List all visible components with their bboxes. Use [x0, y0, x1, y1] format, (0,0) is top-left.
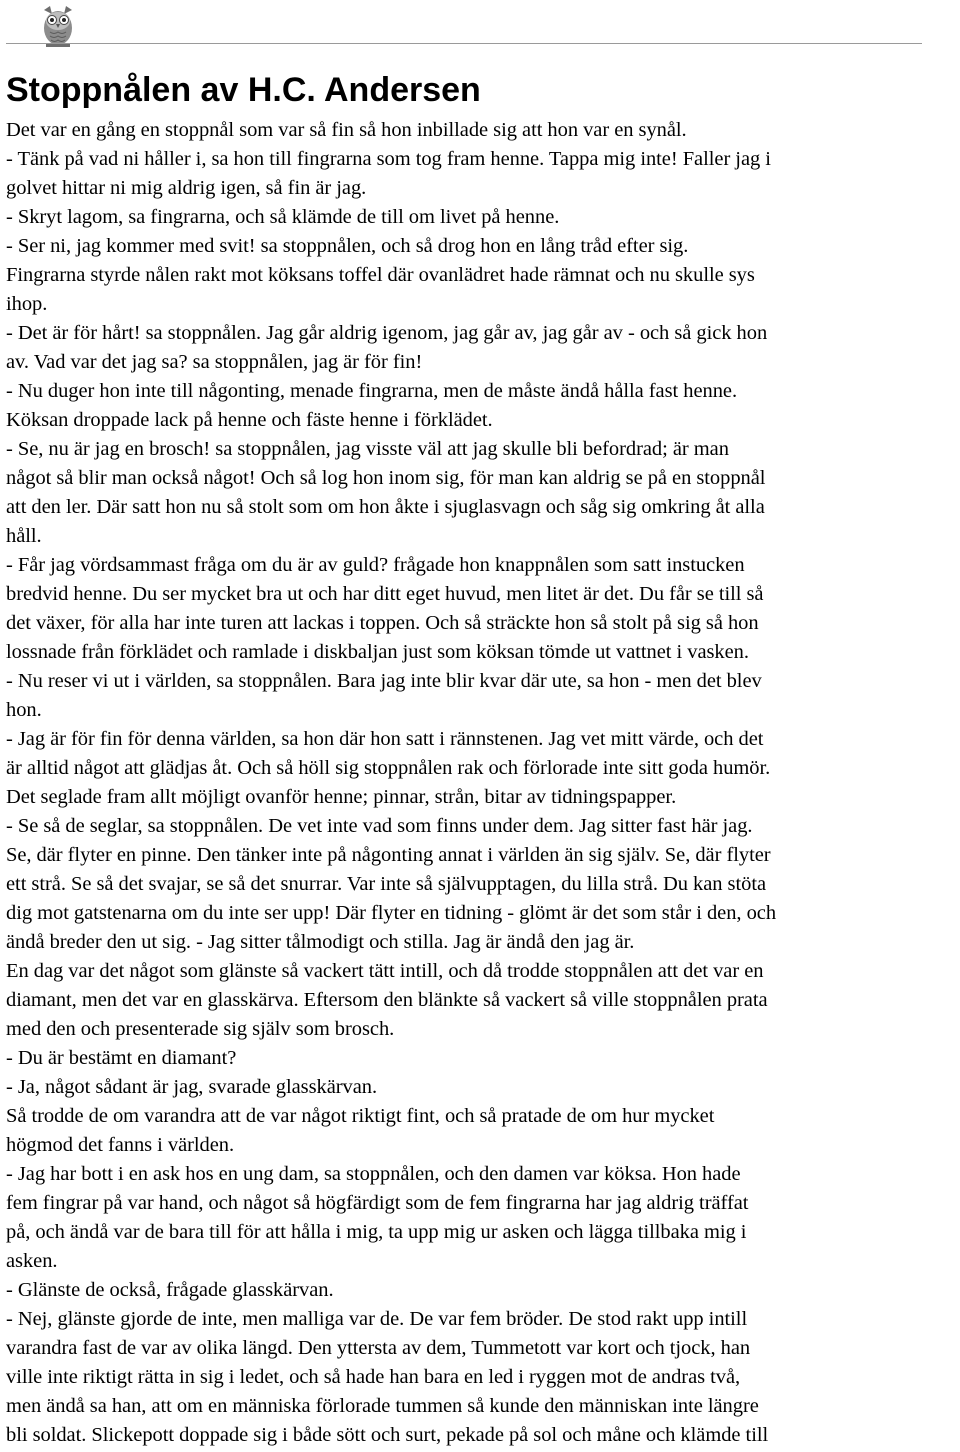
text-line: - Nu duger hon inte till någonting, menade fingrarna, men de måste ändå hålla fast henne.: [6, 380, 738, 402]
text-line: - Du är bestämt en diamant?: [6, 1047, 237, 1069]
text-line: håll.: [6, 525, 42, 547]
text-line: Det seglade fram allt möjligt ovanför henne; pinnar, strån, bitar av tidningspapper.: [6, 786, 677, 808]
text-line: - Se så de seglar, sa stoppnålen. De vet inte vad som finns under dem. Jag sitter fast här jag.: [6, 815, 753, 837]
text-line: - Tänk på vad ni håller i, sa hon till fingrarna som tog fram henne. Tappa mig inte! Faller jag i: [6, 148, 771, 170]
header-divider: [6, 43, 922, 44]
text-line: ihop.: [6, 293, 48, 315]
text-line: - Skryt lagom, sa fingrarna, och så klämde de till om livet på henne.: [6, 206, 560, 228]
text-line: ville inte riktigt rätta in sig i ledet, och så hade han bara en led i ryggen mot de andras två,: [6, 1366, 741, 1388]
text-line: ändå breder den ut sig. - Jag sitter tålmodigt och stilla. Jag är ändå den jag är.: [6, 931, 635, 953]
text-line: - Ser ni, jag kommer med svit! sa stoppnålen, och så drog hon en lång tråd efter sig.: [6, 235, 689, 257]
text-line: det växer, för alla har inte turen att lackas i toppen. Och så sträckte hon så stolt på sig så hon: [6, 612, 759, 634]
text-line: är alltid något att glädjas åt. Och så höll sig stoppnålen rak och förlorade inte sitt goda humör.: [6, 757, 771, 779]
text-line: En dag var det något som glänste så vackert tätt intill, och då trodde stoppnålen att det var en: [6, 960, 764, 982]
text-line: ett strå. Se så det svajar, se så det snurrar. Var inte så självupptagen, du lilla strå. Du kan stöta: [6, 873, 767, 895]
text-line: Köksan droppade lack på henne och fäste henne i förklädet.: [6, 409, 493, 431]
text-line: - Får jag vördsammast fråga om du är av guld? frågade hon knappnålen som satt instucken: [6, 554, 745, 576]
text-line: Fingrarna styrde nålen rakt mot köksans toffel där ovanlädret hade rämnat och nu skulle sys: [6, 264, 755, 286]
text-line: bli soldat. Slickepott doppade sig i både sött och surt, pekade på sol och måne och klämde till: [6, 1424, 769, 1446]
text-line: hon.: [6, 699, 42, 721]
text-line: golvet hittar ni mig aldrig igen, så fin är jag.: [6, 177, 367, 199]
text-line: Så trodde de om varandra att de var något riktigt fint, och så pratade de om hur mycket: [6, 1105, 715, 1127]
page-title: Stoppnålen av H.C. Andersen: [6, 71, 481, 109]
text-line: med den och presenterade sig själv som brosch.: [6, 1018, 395, 1040]
text-line: högmod det fanns i världen.: [6, 1134, 235, 1156]
text-line: på, och ändå var de bara till för att hålla i mig, ta upp mig ur asken och lägga tillbaka mig i: [6, 1221, 747, 1243]
text-line: asken.: [6, 1250, 58, 1272]
text-line: något så blir man också något! Och så log hon inom sig, för man kan aldrig se på en stoppnål: [6, 467, 766, 489]
text-line: - Det är för hårt! sa stoppnålen. Jag går aldrig igenom, jag går av, jag går av - och så gick hon: [6, 322, 768, 344]
text-line: diamant, men det var en glasskärva. Eftersom den blänkte så vackert så ville stoppnålen prata: [6, 989, 768, 1011]
text-line: - Nu reser vi ut i världen, sa stoppnålen. Bara jag inte blir kvar där ute, sa hon - men det blev: [6, 670, 762, 692]
text-line: - Ja, något sådant är jag, svarade glasskärvan.: [6, 1076, 378, 1098]
text-line: lossnade från förklädet och ramlade i diskbaljan just som köksan tömde ut vattnet i vasken.: [6, 641, 749, 663]
page-header: [0, 0, 960, 60]
text-line: - Se, nu är jag en brosch! sa stoppnålen, jag visste väl att jag skulle bli befordrad; är man: [6, 438, 729, 460]
text-line: bredvid henne. Du ser mycket bra ut och har ditt eget huvud, men litet är det. Du får se till så: [6, 583, 764, 605]
text-line: av. Vad var det jag sa? sa stoppnålen, jag är för fin!: [6, 351, 423, 373]
text-line: fem fingrar på var hand, och något så högfärdigt som de fem fingrarna har jag aldrig träffat: [6, 1192, 749, 1214]
text-line: att den ler. Där satt hon nu så stolt som om hon åkte i sjuglasvagn och såg sig omkring åt alla: [6, 496, 765, 518]
text-line: Se, där flyter en pinne. Den tänker inte på någonting annat i världen än sig själv. Se, där flyter: [6, 844, 771, 866]
text-line: men ändå sa han, att om en människa förlorade tummen så kunde den människan inte längre: [6, 1395, 759, 1417]
text-line: - Jag är för fin för denna världen, sa hon där hon satt i rännstenen. Jag vet mitt värde, och det: [6, 728, 764, 750]
text-line: varandra fast de var av olika längd. Den yttersta av dem, Tummetott var kort och tjock, han: [6, 1337, 751, 1359]
story-text: [6, 116, 954, 1450]
text-line: dig mot gatstenarna om du inte ser upp! Där flyter en tidning - glömt är det som står i den, och: [6, 902, 777, 924]
text-line: - Jag har bott i en ask hos en ung dam, sa stoppnålen, och den damen var köksa. Hon hade: [6, 1163, 741, 1185]
text-line: Det var en gång en stoppnål som var så fin så hon inbillade sig att hon var en synål.: [6, 119, 687, 141]
text-line: - Glänste de också, frågade glasskärvan.: [6, 1279, 334, 1301]
owl-logo-icon: [40, 4, 76, 48]
text-line: - Nej, glänste gjorde de inte, men malliga var de. De var fem bröder. De stod rakt upp intill: [6, 1308, 748, 1330]
